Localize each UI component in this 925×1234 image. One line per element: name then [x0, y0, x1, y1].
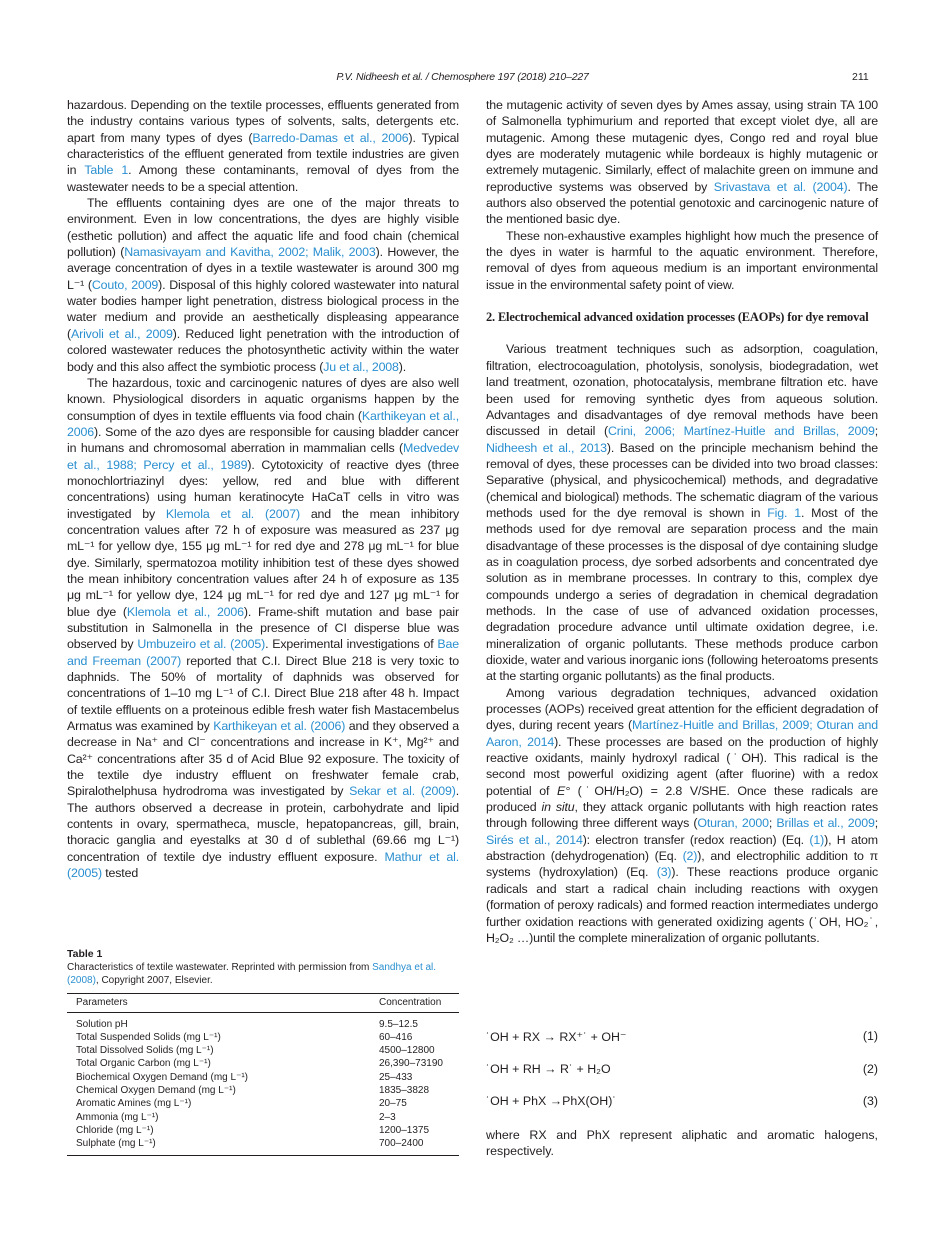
text-run: ; [874, 816, 879, 831]
concentration-cell: 25–433 [379, 1071, 413, 1083]
table-row [67, 1031, 459, 1044]
citation-link[interactable]: Srivastava et al. (2004) [713, 179, 848, 194]
table-header-row [67, 993, 459, 1012]
text-run: ). These reactions produce organic radicals and start a radical chain including reactions with oxygen (formation of peroxy radicals) and formed reaction intermediates undergo further oxidation reactions with generated oxidizing agents (˙OH, HO₂˙, H₂O₂ …)until the complete mineralization of organic pollutants. [486, 865, 878, 945]
italic-text: E° [556, 783, 570, 798]
text-run: ). Typical characteristics of the effluent generated from textile industries are given in [67, 130, 459, 178]
parameter-cell: Total Organic Carbon (mg L⁻¹) [76, 1058, 211, 1070]
equation-number: (2) [862, 1061, 878, 1076]
text-run: reported that C.I. Direct Blue 218 is very toxic to daphnids. The 50% of mortality of daphnids was observed for concentrations of 1–10 mg L⁻¹ of C.I. Direct Blue 218 after 48 h. Impact of textile effluents on a proteinous edible fresh water fish Mastacembelus Armatus was examined by [67, 653, 459, 734]
concentration-cell: 60–416 [379, 1031, 413, 1043]
text-run: ), H atom abstraction (dehydrogenation) (Eq. [486, 832, 878, 864]
text-run: hazardous. Depending on the textile processes, effluents generated from the industry contains various types of solvents, salts, detergents etc. apart from many types of dyes ( [67, 98, 459, 145]
text-run: The effluents containing dyes are one of the major threats to environment. Even in low concentrations, the dyes are highly visible (esthetic pollution) and affect the aquatic life and food chain (chemical pollution) ( [67, 196, 459, 260]
citation-link[interactable]: Brillas et al., 2009 [776, 816, 875, 831]
text-run: ). Based on the principle mechanism behind the removal of dyes, these processes can be divided into two broad classes: Separative (physical, and physicochemical) methods, and degradative (chemical and biological) methods. The schematic diagram of the various methods used for the dye removal is shown in [486, 440, 878, 520]
citation-link[interactable]: Namasivayam and Kavitha, 2002; Malik, 2003 [124, 245, 376, 260]
parameter-cell: Chemical Oxygen Demand (mg L⁻¹) [76, 1085, 236, 1097]
citation-link[interactable]: (1) [809, 832, 825, 847]
table-row [67, 1084, 459, 1097]
citation-link[interactable]: Sekar et al. (2009) [349, 784, 456, 799]
citation-link[interactable]: Couto, 2009 [91, 277, 159, 292]
citation-link[interactable]: Klemola et al., 2006 [126, 604, 244, 619]
text-run: ). Reduced light penetration with the introduction of colored wastewater reduces the photosynthetic activity within the water body and this also affect the symbiotic process ( [67, 326, 459, 374]
citation-link[interactable]: Martínez-Huitle and Brillas, 2009; Oturan and Aaron, 2014 [486, 718, 878, 749]
right-paragraphs-after [486, 341, 878, 946]
table-row [67, 1137, 459, 1155]
citation-link[interactable]: Fig. 1 [767, 505, 801, 520]
citation-link[interactable]: Ju et al., 2008 [323, 359, 399, 374]
citation-link[interactable]: Umbuzeiro et al. (2005) [137, 637, 266, 652]
table-row [67, 1071, 459, 1084]
text-run: ). However, the average concentration of dyes in a textile wastewater is around 300 mg L⁻¹ ( [67, 245, 459, 292]
citation-link[interactable]: (3) [656, 865, 672, 880]
text-run: and they observed a decrease in Na⁺ and Cl⁻ concentrations and increase in K⁺, Mg²⁺ and Ca²⁺ concentrations after 35 d of Acid Blue 92 exposure. The toxicity of the textile dye industry effluent on freshwater female crab, Spiralothelphusa hydrodroma was investigated by [67, 719, 460, 799]
equation-expression: ˙OH + RH → R˙ + H₂O [486, 1061, 611, 1076]
table-row [67, 1057, 459, 1070]
citation-link[interactable]: Klemola et al. (2007) [165, 506, 300, 521]
table-row [67, 1044, 459, 1057]
concentration-cell: 26,390–73190 [379, 1058, 443, 1070]
text-run: The hazardous, toxic and carcinogenic natures of dyes are also well known. Physiological disorders in aquatic organisms happen by the consumption of dyes in textile effluents via food chain ( [67, 375, 459, 423]
text-run: ). Frame-shift mutation and base pair substitution in Salmonella in the presence of CI disperse blue was observed by [67, 604, 459, 652]
concentration-cell: 1835–3828 [379, 1085, 430, 1097]
concentration-cell: 20–75 [379, 1098, 407, 1110]
text-run: (˙OH/H₂O) = 2.8 V/SHE. Once these radicals are produced [486, 783, 878, 815]
table-label: Table 1 [67, 948, 103, 960]
text-run: ; [768, 816, 777, 831]
header-parameters: Parameters [76, 996, 128, 1008]
citation-link[interactable]: Karthikeyan et al. (2006) [213, 719, 346, 734]
citation-link[interactable]: Bae and Freeman (2007) [67, 637, 459, 668]
citation-link[interactable]: (2) [682, 849, 698, 864]
citation-link[interactable]: Karthikeyan et al., 2006 [67, 408, 459, 439]
equation-expression: ˙OH + PhX →PhX(OH)˙ [486, 1094, 617, 1108]
equation-expression: ˙OH + RX → RX⁺˙ + OH⁻ [486, 1030, 627, 1044]
table-row [67, 1111, 459, 1124]
paragraph [67, 195, 459, 375]
parameter-cell: Solution pH [76, 1018, 128, 1030]
parameter-cell: Total Dissolved Solids (mg L⁻¹) [76, 1045, 214, 1057]
parameter-cell: Aromatic Amines (mg L⁻¹) [76, 1098, 192, 1110]
section-heading: 2. Electrochemical advanced oxidation processes (EAOPs) for dye removal [486, 310, 869, 325]
page-number: 211 [852, 71, 869, 83]
table-1 [67, 948, 459, 1156]
text-run: , Copyright 2007, Elsevier. [95, 975, 213, 987]
equation-number: (1) [862, 1029, 878, 1043]
parameter-cell: Sulphate (mg L⁻¹) [76, 1138, 156, 1150]
text-run: Various treatment techniques such as adsorption, coagulation, filtration, electrocoagulation, photolysis, sonolysis, biodegradation, wet land treatment, ozonation, photocatalysis, membrane filtration etc. have been used for removing synthetic dyes from aqueous solution. Advantages and disadvantages of dye removal methods have been discussed in detail ( [486, 342, 878, 439]
parameter-cell: Chloride (mg L⁻¹) [76, 1124, 154, 1136]
paragraph [486, 341, 878, 684]
concentration-cell: 4500–12800 [379, 1045, 435, 1057]
equation-number: (3) [862, 1094, 878, 1108]
text-run: ). Disposal of this highly colored wastewater into natural water bodies hamper light penetration, distress biological process in the water medium and provide an aesthetically displeasing appearance ( [67, 277, 459, 341]
text-run: . Experimental investigations of [265, 637, 438, 652]
text-run: . The authors observed a decrease in protein, carbohydrate and lipid contents in ovary, spermatheca, muscle, hepatopancreas, gill, brain, thoracic ganglia and eyestalks at 30 d of sublethal (69.66 mg L⁻¹) concentration of textile dye industry effluent exposure. [67, 784, 459, 864]
paragraph [67, 97, 459, 195]
text-run: . Among these contaminants, removal of dyes from the wastewater needs to be a special attention. [67, 163, 459, 194]
concentration-cell: 700–2400 [379, 1138, 424, 1150]
paragraph [486, 97, 878, 228]
text-run: These non-exhaustive examples highlight how much the presence of the dyes in water is harmful to the aquatic environment. Therefore, removal of dyes from aqueous medium is an important environmental issue in the environmental safety point of view. [486, 228, 878, 292]
citation-link[interactable]: Mathur et al. (2005) [67, 849, 459, 881]
right-paragraphs-before [486, 97, 878, 293]
text-run: the mutagenic activity of seven dyes by Ames assay, using strain TA 100 of Salmonella typhimurium and reported that except violet dye, all are mutagenic. Among these mutagenic dyes, Congo red and royal blue dyes are moderately mutagenic while bordeaux is highly mutagenic or extremely mutagenic. Similarly, effect of malachite green on immune and reproductive systems was observed by [486, 98, 878, 194]
text-run: ): electron transfer (redox reaction) (Eq. [582, 832, 810, 847]
citation-link[interactable]: Sandhya et al. (2008) [67, 962, 437, 987]
paragraph [67, 375, 459, 882]
text-run: ). [398, 359, 407, 374]
left-column [67, 97, 459, 882]
italic-text: in situ [541, 800, 575, 815]
text-run: tested [101, 866, 139, 881]
table-caption [67, 961, 459, 988]
citation-link[interactable]: Nidheesh et al., 2013 [486, 440, 607, 455]
citation-link[interactable]: Sirés et al., 2014 [486, 832, 583, 847]
table-row [67, 1097, 459, 1110]
wastewater-table [67, 993, 459, 1156]
citation-link[interactable]: Arivoli et al., 2009 [70, 326, 173, 341]
table-row [67, 1124, 459, 1137]
text-run: and the mean inhibitory concentration values after 72 h of exposure was measured as 237 μg mL⁻¹ for yellow dye, 155 μg mL⁻¹ for red dye and 278 μg mL⁻¹ for blue dye. Similarly, spermatozoa motility inhibition test of these dyes showed the mean inhibitory concentration values after 24 h of exposure as 135 μg mL⁻¹ for yellow dye, 124 μg mL⁻¹ for red dye and 127 μg mL⁻¹ for blue dye ( [67, 506, 459, 619]
citation-link[interactable]: Crini, 2006; Martínez-Huitle and Brillas, 2009 [607, 424, 875, 439]
text-run: . The authors also observed the potential genotoxic and carcinogenic nature of the mentioned basic dye. [486, 179, 878, 227]
citation-link[interactable]: Table 1 [84, 163, 129, 178]
citation-link[interactable]: Barredo-Damas et al., 2006 [252, 130, 409, 145]
equation [486, 1094, 878, 1127]
parameter-cell: Total Suspended Solids (mg L⁻¹) [76, 1031, 221, 1043]
equations [486, 1029, 878, 1127]
text-run: . Most of the methods used for dye removal are separation process and the main disadvantage of these processes is the disposal of dye containing sludge as in coagulation process, dye sorbed adsorbents and concentrated dye solution as in membrane processes. In contrary to this, complex dye compounds undergo a series of degradation in chemical degradation methods. In the case of use of advanced oxidation processes, degradation procedure advance until ultimate oxidation degree, i.e. mineralization of organic pollutants. These methods produce carbon dioxide, water and various inorganic ions (following heteroatoms presents at the starting organic pollutants) as the final products. [486, 505, 879, 684]
parameter-cell: Biochemical Oxygen Demand (mg L⁻¹) [76, 1071, 249, 1083]
concentration-cell: 2–3 [379, 1111, 396, 1123]
concentration-cell: 9.5–12.5 [379, 1018, 418, 1030]
parameter-cell: Ammonia (mg L⁻¹) [76, 1111, 159, 1123]
equation [486, 1029, 878, 1062]
text-run: Among various degradation techniques, advanced oxidation processes (AOPs) received great attention for the efficient degradation of dyes, during recent years ( [486, 685, 878, 733]
text-run: ). Cytotoxicity of reactive dyes (three monochlortriazinyl dyes: yellow, red and blue with different concentrations) using human keratinocyte HaCaT cells in vitro was investigated by [67, 457, 459, 521]
citation-link[interactable]: Oturan, 2000 [697, 816, 769, 831]
paragraph [486, 685, 878, 947]
text-run: ), and electrophilic addition to π systems (hydroxylation) (Eq. [486, 849, 878, 880]
header-concentration: Concentration [379, 996, 442, 1008]
text-run: ). Some of the azo dyes are responsible for causing bladder cancer in humans and chromosomal aberration in mammalian cells ( [67, 424, 459, 456]
text-run: ). These processes are based on the production of highly reactive oxidants, mainly hydroxyl radical (˙OH). This radical is the second most powerful oxidizing agent (after fluorine) with a redox potential of [486, 734, 878, 798]
concentration-cell: 1200–1375 [379, 1124, 430, 1136]
text-run: , they attack organic pollutants with high reaction rates through following three different ways ( [486, 800, 878, 831]
right-column [486, 97, 878, 946]
table-row [67, 1012, 459, 1031]
closing-text: where RX and PhX represent aliphatic and aromatic halogens, respectively. [486, 1128, 878, 1159]
equation [486, 1062, 878, 1095]
paragraph [486, 228, 878, 293]
running-header: P.V. Nidheesh et al. / Chemosphere 197 (2018) 210–227 [336, 71, 589, 83]
text-run: ; [874, 424, 878, 439]
text-run: Characteristics of textile wastewater. Reprinted with permission from [67, 962, 373, 973]
citation-link[interactable]: Medvedev et al., 1988; Percy et al., 1989 [67, 441, 459, 472]
